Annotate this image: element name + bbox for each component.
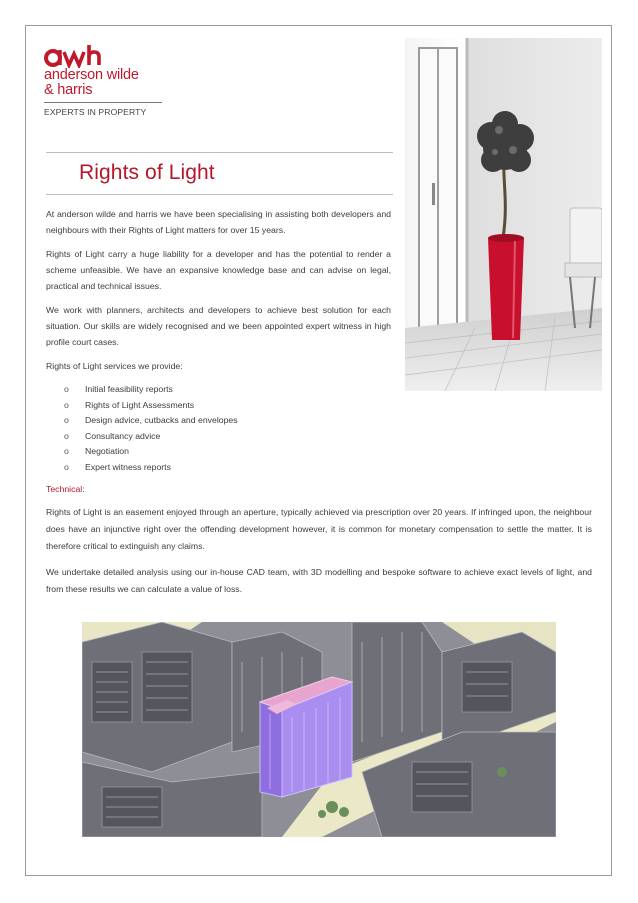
services-intro: Rights of Light services we provide:	[46, 361, 183, 371]
technical-heading: Technical	[46, 484, 83, 494]
title-bottom-rule	[46, 194, 393, 195]
page-title: Rights of Light	[79, 161, 215, 184]
logo-divider	[44, 102, 162, 103]
list-item	[46, 398, 391, 414]
list-item	[46, 382, 391, 398]
bullet-marker: o	[64, 430, 69, 441]
easement-paragraph: Rights of Light is an easement enjoyed through an aperture, typically achieved via prescription over 20 years. If infringed upon, the neighbour does have an injunctive right over the offending development however, it is common for monetary compensation to settle the matter. It is therefore critical to extinguish any claims.	[46, 507, 592, 551]
logo-line-2: & harris	[44, 82, 93, 98]
service-label: Negotiation	[85, 446, 129, 456]
interior-photo	[405, 38, 602, 391]
service-label: Design advice, cutbacks and envelopes	[85, 415, 238, 425]
technical-heading-line	[46, 481, 592, 498]
list-item	[46, 444, 391, 460]
services-list	[46, 382, 391, 475]
logo-tagline: EXPERTS IN PROPERTY	[44, 107, 147, 117]
bullet-marker: o	[64, 415, 69, 425]
technical-section	[46, 481, 592, 607]
service-label: Consultancy advice	[85, 430, 161, 441]
technical-colon: :	[82, 484, 85, 494]
list-item	[46, 413, 391, 429]
title-top-rule	[46, 152, 393, 153]
service-label: Rights of Light Assessments	[85, 399, 195, 410]
bullet-marker: o	[64, 461, 69, 472]
intro-column	[46, 206, 391, 475]
logo-line-1: anderson wilde	[44, 67, 139, 83]
company-logo	[44, 42, 164, 117]
awh-logo-mark	[44, 42, 164, 68]
service-label: Initial feasibility reports	[85, 384, 173, 394]
analysis-paragraph: We undertake detailed analysis using our in-house CAD team, with 3D modelling and bespoke software to achieve exact levels of light, and from these results we can calculate a value of loss.	[46, 567, 592, 594]
cad-3d-model-image	[82, 622, 556, 837]
expertise-paragraph: We work with planners, architects and developers to achieve best solution for each situation. Our skills are widely recognised and we been appointed expert witness in high profile court cases.	[46, 305, 391, 347]
bullet-marker: o	[64, 384, 69, 394]
liability-paragraph: Rights of Light carry a huge liability for a developer and has the potential to render a scheme unfeasible. We have an expansive knowledge base and can advise on legal, practical and technical issues.	[46, 249, 391, 291]
list-item	[46, 460, 391, 476]
bullet-marker: o	[64, 399, 69, 410]
intro-paragraph: At anderson wilde and harris we have been specialising in assisting both developers and neighbours with their Rights of Light matters for over 15 years.	[46, 209, 391, 235]
list-item	[46, 429, 391, 445]
service-label: Expert witness reports	[85, 461, 171, 472]
bullet-marker: o	[64, 446, 69, 456]
